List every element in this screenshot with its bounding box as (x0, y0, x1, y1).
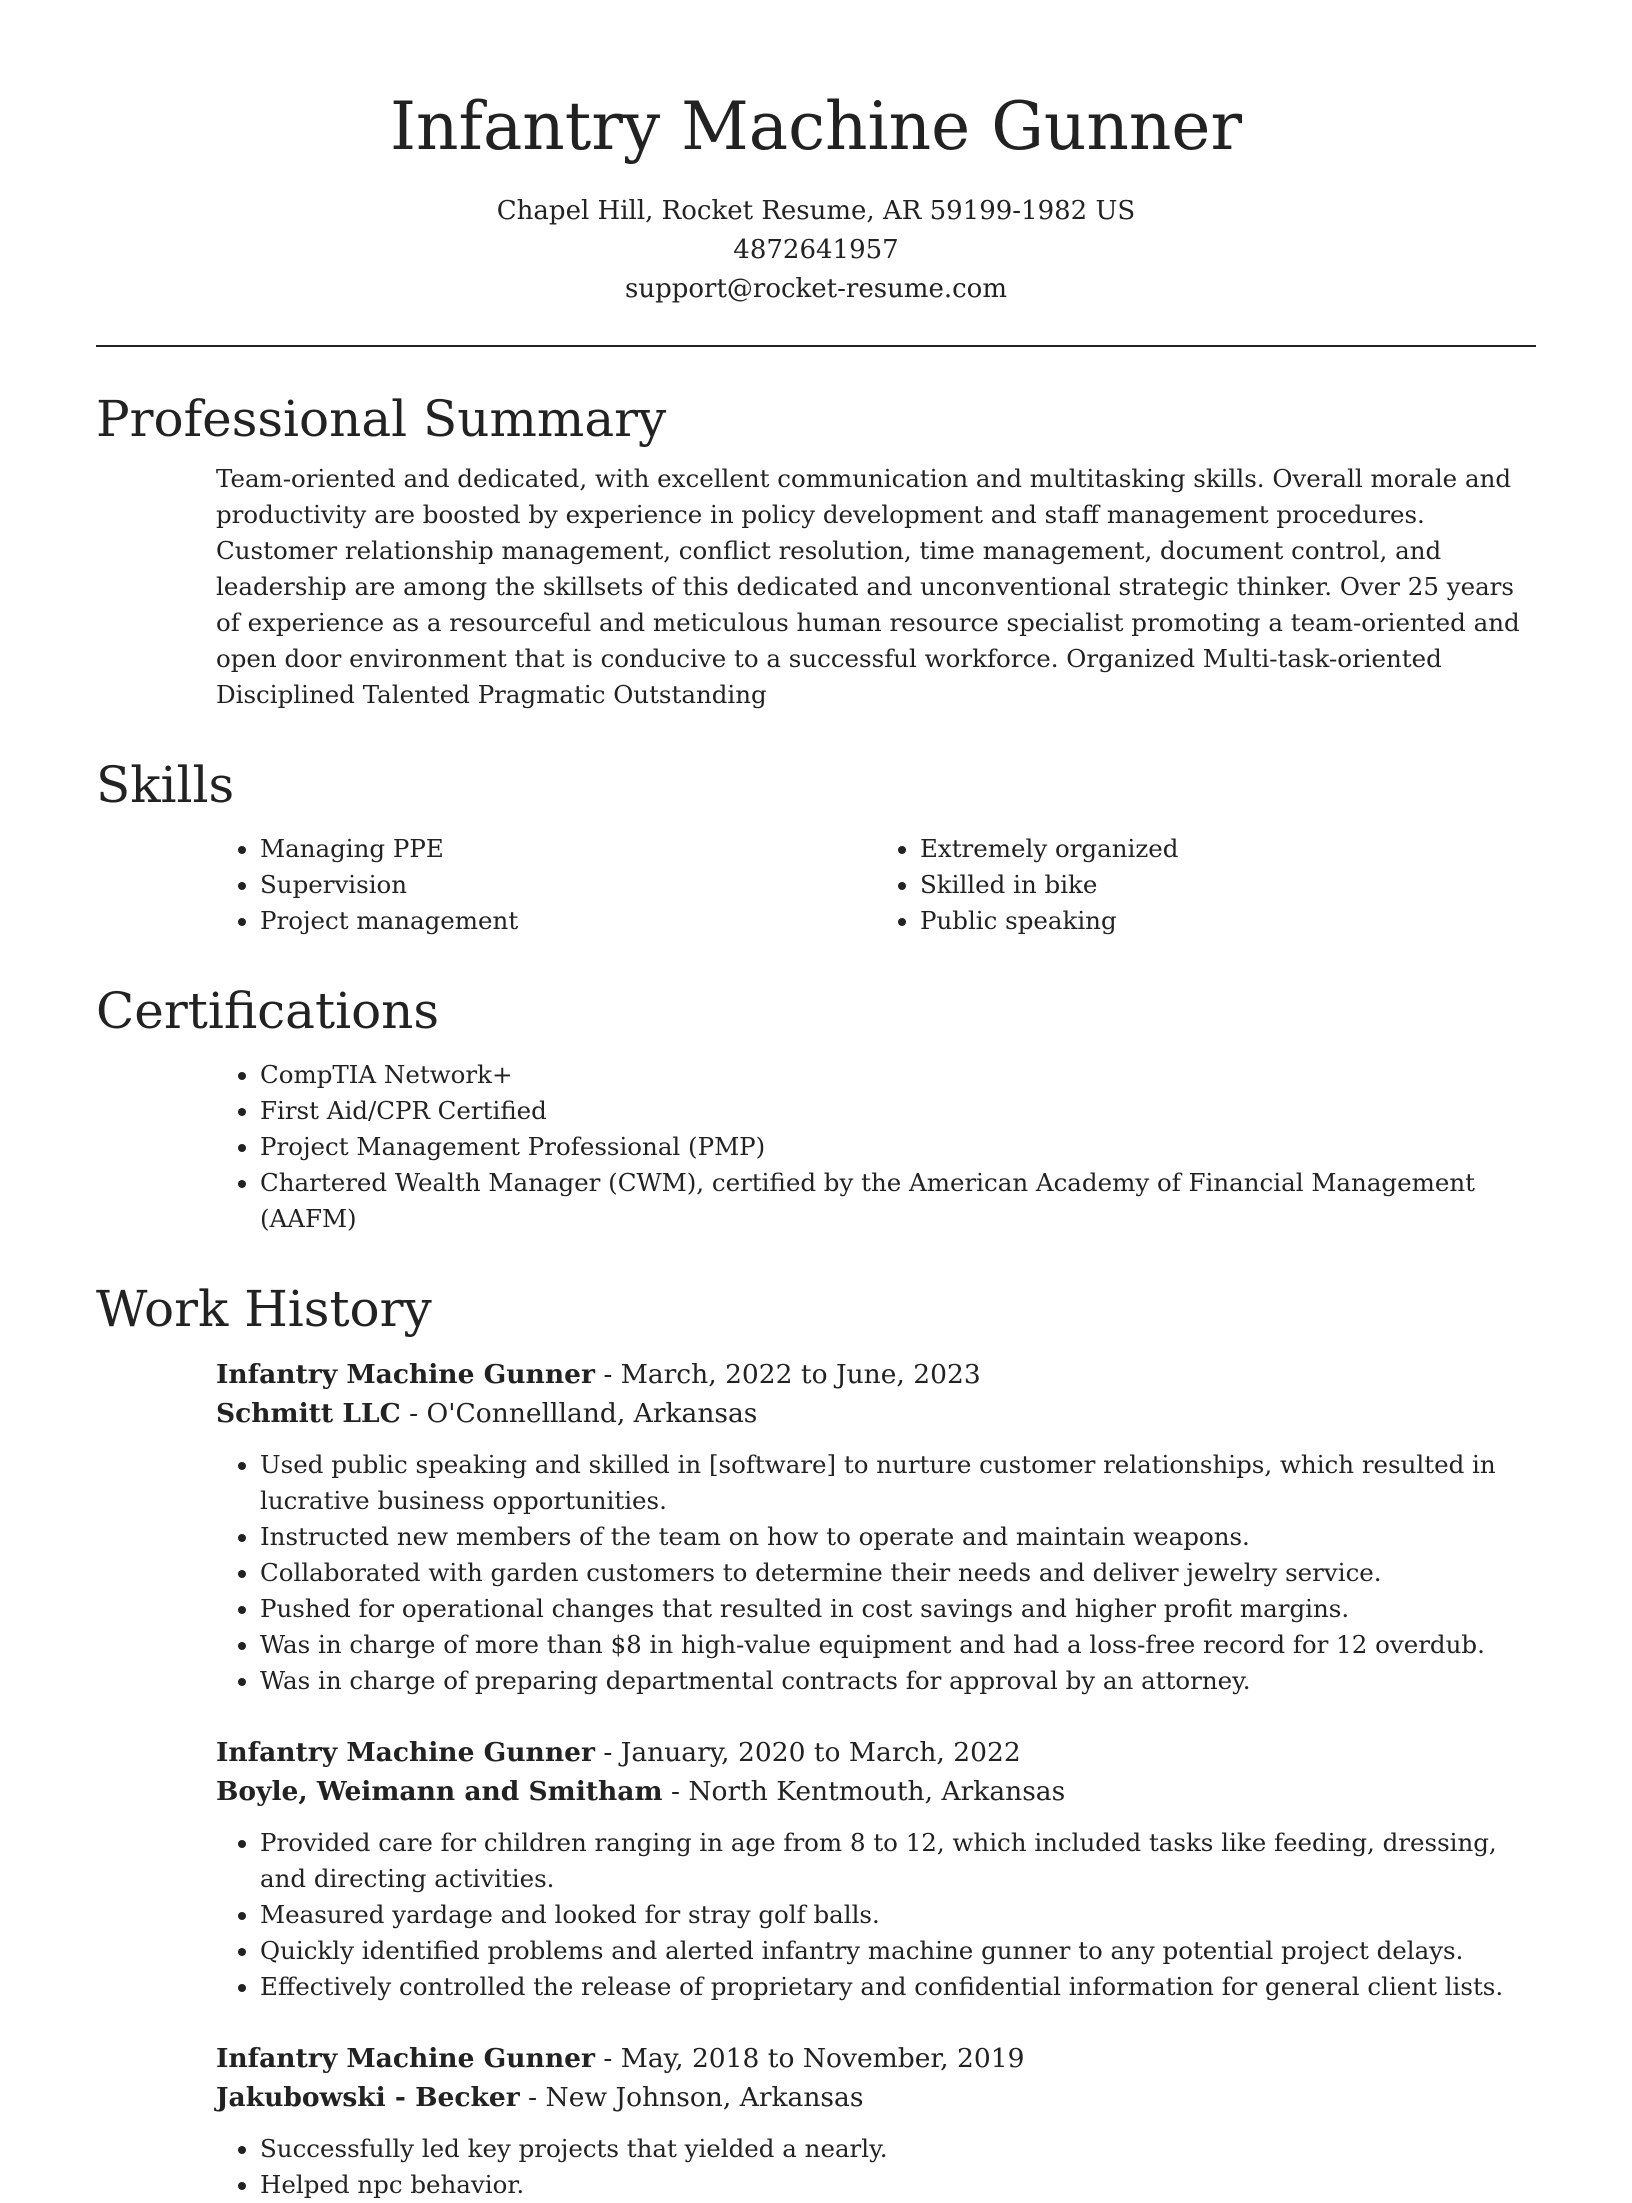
job-bullet: • Provided care for children ranging in age from 8 to 12, which included tasks like feeding, dressing, and directing activities. (260, 1825, 1536, 1897)
job-bullet: • Instructed new members of the team on how to operate and maintain weapons. (260, 1519, 1536, 1555)
job-dates: - March, 2022 to June, 2023 (594, 1359, 981, 1390)
job-bullet: • Collaborated with garden customers to determine their needs and deliver jewelry service. (260, 1555, 1536, 1591)
certifications-list (216, 1057, 1536, 1237)
job-dates: - May, 2018 to November, 2019 (594, 2043, 1025, 2074)
job-company-line (216, 1772, 1536, 1811)
address: Chapel Hill, Rocket Resume, AR 59199-1982 US (496, 196, 1136, 226)
resume-page (96, 0, 1536, 2199)
skill-item: • Extremely organized (920, 831, 1536, 867)
job-location: - New Johnson, Arkansas (519, 2082, 864, 2113)
job-title-line (216, 2039, 1536, 2078)
skill-item: • Managing PPE (260, 831, 876, 867)
job-bullet: • Quickly identified problems and alerted infantry machine gunner to any potential project delays. (260, 1933, 1536, 1969)
job-bullet: • Was in charge of preparing departmental contracts for approval by an attorney. (260, 1663, 1536, 1699)
summary-heading: Professional Summary (96, 390, 667, 448)
phone: 4872641957 (733, 235, 899, 265)
job-dates: - January, 2020 to March, 2022 (594, 1737, 1021, 1768)
job-title-line (216, 1355, 1536, 1394)
job-entry (216, 1733, 1536, 2005)
certification-item: • Chartered Wealth Manager (CWM), certified by the American Academy of Financial Management (AAFM) (260, 1165, 1536, 1237)
job-bullet: • Successfully led key projects that yielded a nearly. (260, 2131, 1536, 2167)
job-title-line (216, 1733, 1536, 1772)
skills-column-left (216, 831, 876, 939)
header-divider (96, 345, 1536, 347)
job-bullet: • Used public speaking and skilled in [software] to nurture customer relationships, which resulted in lucrative business opportunities. (260, 1447, 1536, 1519)
job-company-line (216, 2078, 1536, 2117)
skill-item: • Supervision (260, 867, 876, 903)
email: support@rocket-resume.com (624, 274, 1007, 304)
job-bullet: • Measured yardage and looked for stray golf balls. (260, 1897, 1536, 1933)
candidate-name: Infantry Machine Gunner (389, 88, 1243, 165)
certification-item: • Project Management Professional (PMP) (260, 1129, 1536, 1165)
certification-item: • First Aid/CPR Certified (260, 1093, 1536, 1129)
contact-block (96, 192, 1536, 309)
job-role: Infantry Machine Gunner (216, 1737, 595, 1768)
job-bullet: • Effectively controlled the release of proprietary and confidential information for general client lists. (260, 1969, 1536, 2005)
certifications-list-wrap (216, 1057, 1536, 1237)
job-location: - O'Connellland, Arkansas (400, 1398, 758, 1429)
job-bullet: • Pushed for operational changes that resulted in cost savings and higher profit margins. (260, 1591, 1536, 1627)
job-role: Infantry Machine Gunner (216, 1359, 595, 1390)
work-history-heading: Work History (96, 1280, 432, 1338)
job-bullets (216, 1447, 1536, 1699)
job-entry (216, 2039, 1536, 2203)
job-company: Jakubowski - Becker (216, 2082, 520, 2113)
job-company-line (216, 1394, 1536, 1433)
certifications-heading: Certifications (96, 982, 440, 1040)
skill-item: • Public speaking (920, 903, 1536, 939)
job-role: Infantry Machine Gunner (216, 2043, 595, 2074)
job-entry (216, 1355, 1536, 1699)
skills-heading: Skills (96, 756, 235, 814)
skills-grid (216, 831, 1536, 939)
job-location: - North Kentmouth, Arkansas (662, 1776, 1066, 1807)
job-bullet: • Was in charge of more than $8 in high-value equipment and had a loss-free record for 12 overdub. (260, 1627, 1536, 1663)
job-bullets (216, 2131, 1536, 2203)
job-bullets (216, 1825, 1536, 2005)
skill-item: • Skilled in bike (920, 867, 1536, 903)
skills-column-right (876, 831, 1536, 939)
certification-item: • CompTIA Network+ (260, 1057, 1536, 1093)
resume-header (96, 0, 1536, 309)
summary-text: Team-oriented and dedicated, with excellent communication and multitasking skills. Overall morale and productivity are boosted by experience in policy development and staff management procedures. Customer relationship management, conflict resolution, time management, document control, and leadership are among the skillsets of this dedicated and unconventional strategic thinker. Over 25 years of experience as a resourceful and meticulous human resource specialist promoting a team-oriented and open door environment that is conducive to a successful workforce. Organized Multi-task-oriented Disciplined Talented Pragmatic Outstanding (216, 464, 1520, 709)
job-company: Boyle, Weimann and Smitham (216, 1776, 663, 1807)
skill-item: • Project management (260, 903, 876, 939)
job-bullet: • Helped npc behavior. (260, 2167, 1536, 2203)
job-company: Schmitt LLC (216, 1398, 401, 1429)
